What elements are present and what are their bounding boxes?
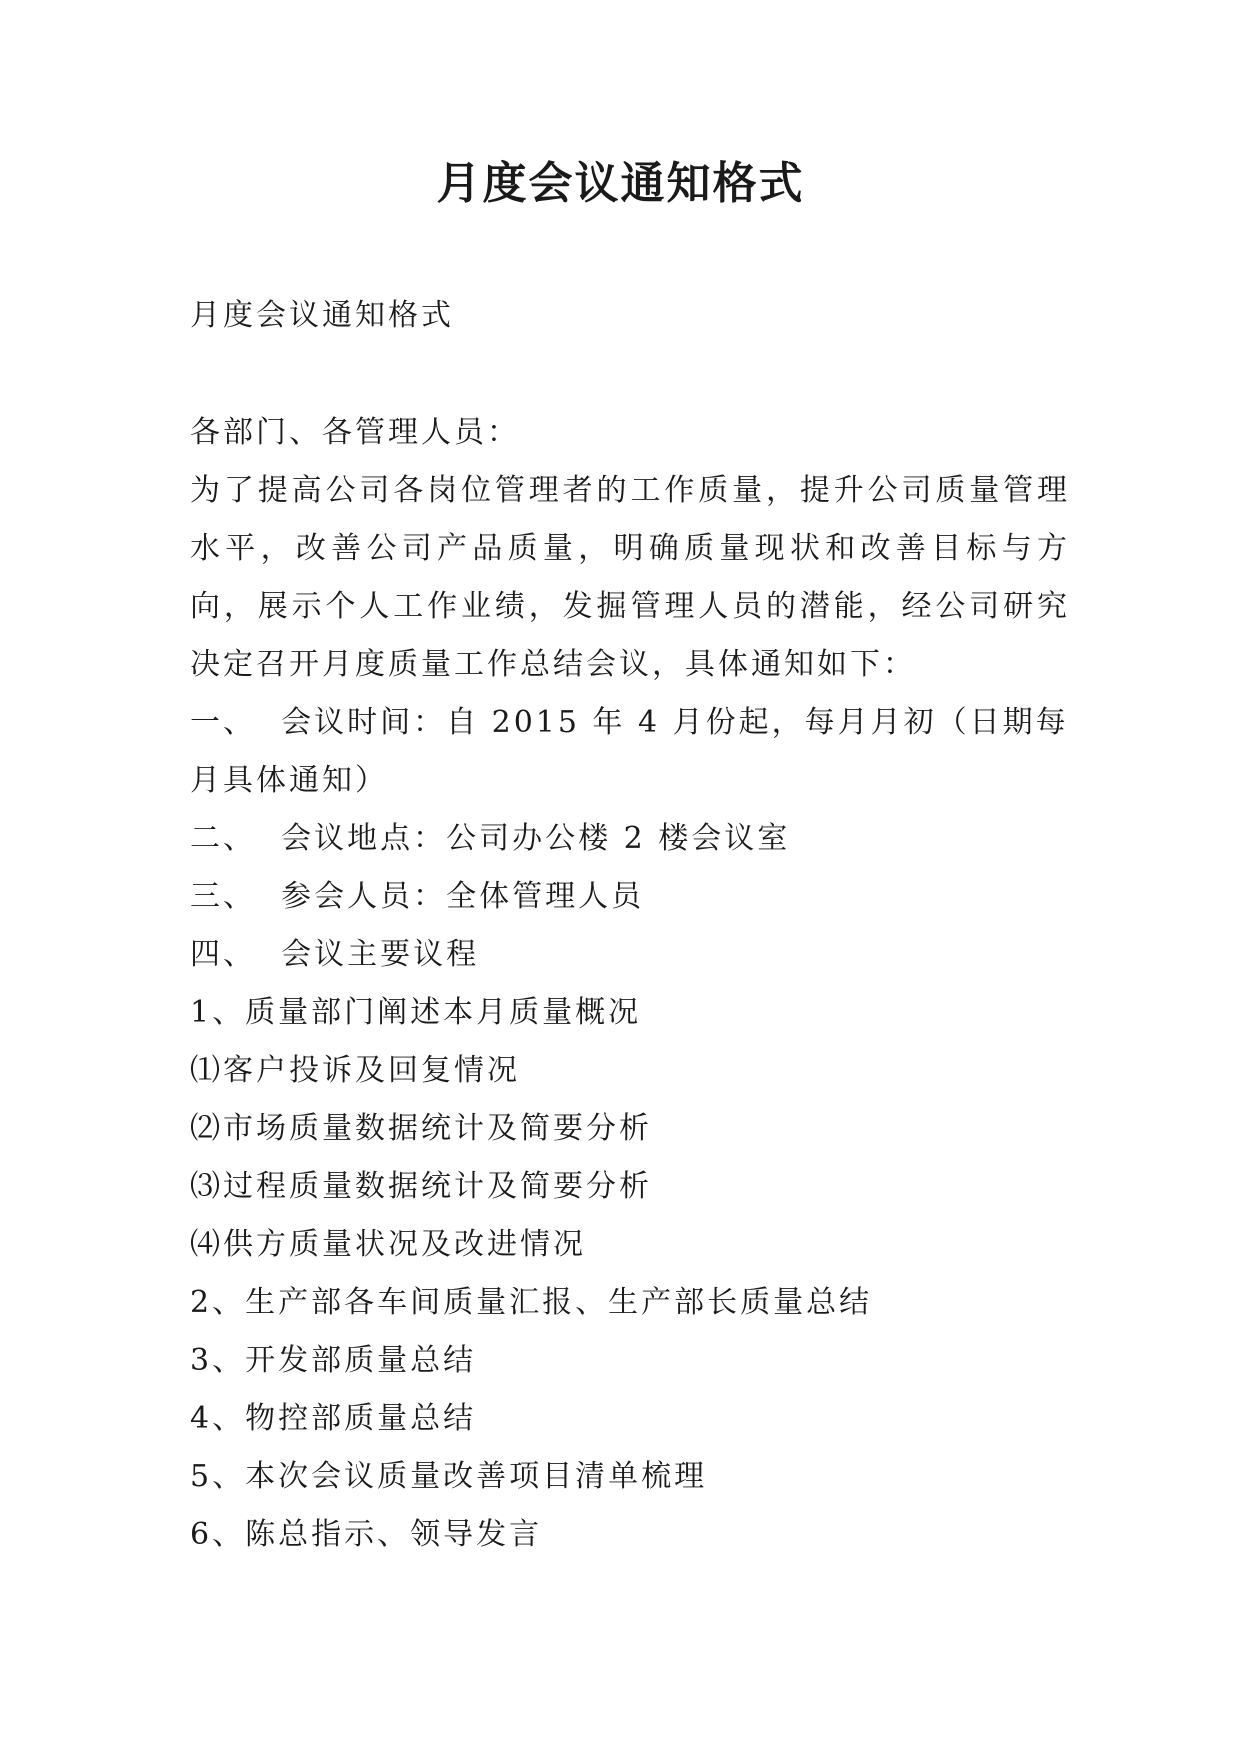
notice-item-location: 二、 会议地点：公司办公楼 2 楼会议室	[190, 821, 791, 856]
agenda-item: 1、质量部门阐述本月质量概况	[190, 995, 642, 1030]
addressee-line: 各部门、各管理人员：	[190, 415, 520, 450]
agenda-subitem: ⑶过程质量数据统计及简要分析	[190, 1169, 652, 1204]
notice-item-agenda-heading: 四、 会议主要议程	[190, 937, 480, 972]
agenda-item: 4、物控部质量总结	[190, 1401, 477, 1436]
intro-paragraph: 为了提高公司各岗位管理者的工作质量，提升公司质量管理水平，改善公司产品质量，明确质量现状和改善目标与方向，展示个人工作业绩，发掘管理人员的潜能，经公司研究决定召开月度质量工作总结会议，具体通知如下：	[190, 473, 1070, 682]
document-subtitle: 月度会议通知格式	[190, 298, 454, 333]
agenda-subitem: ⑴客户投诉及回复情况	[190, 1053, 520, 1088]
notice-item-time: 一、 会议时间：自 2015 年 4 月份起，每月月初（日期每月具体通知）	[190, 705, 1069, 798]
agenda-subitem: ⑵市场质量数据统计及简要分析	[190, 1111, 652, 1146]
page-title: 月度会议通知格式	[436, 158, 805, 209]
agenda-item: 2、生产部各车间质量汇报、生产部长质量总结	[190, 1285, 873, 1320]
agenda-item: 6、陈总指示、领导发言	[190, 1517, 543, 1552]
agenda-item: 3、开发部质量总结	[190, 1343, 477, 1378]
agenda-subitem: ⑷供方质量状况及改进情况	[190, 1227, 586, 1262]
agenda-item: 5、本次会议质量改善项目清单梳理	[190, 1459, 708, 1494]
notice-item-attendees: 三、 参会人员：全体管理人员	[190, 879, 645, 914]
